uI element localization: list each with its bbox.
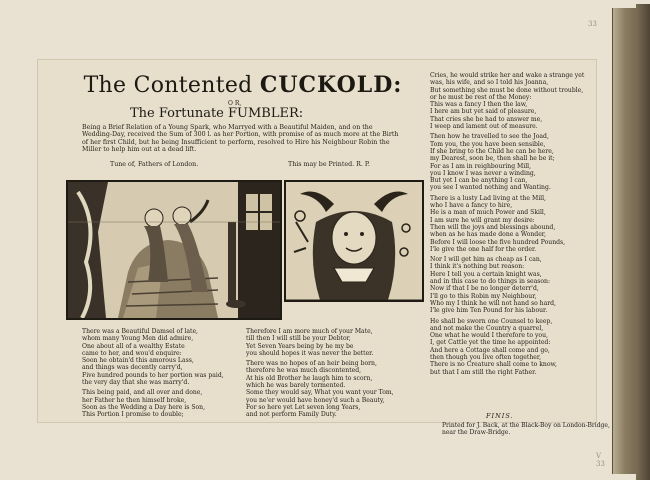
title-pre: The Contented bbox=[83, 73, 260, 98]
verse-line: There was a Beautiful Damsel of late, bbox=[82, 328, 198, 335]
verse-line: Some they would say, What you want your Tom, bbox=[246, 389, 394, 397]
verse-line: But something she must be done without trouble, bbox=[430, 86, 584, 94]
page-number-top: 33 bbox=[588, 20, 597, 28]
verse-line: He is a man of much Power and Skill, bbox=[430, 209, 546, 217]
verse-line: At his old Brother he laugh him to scorn, bbox=[246, 374, 373, 382]
verse-line: I think it's nothing but reason: bbox=[430, 263, 525, 271]
verse-line: I here am but yet said of pleasure, bbox=[430, 108, 537, 116]
verse-line: Therefore I am more much of your Mate, bbox=[246, 328, 373, 335]
verse-line: I'le give him Ten Pound for his labour. bbox=[430, 307, 548, 315]
verse-line: till then I will still be your Debtor, bbox=[246, 335, 351, 343]
or-word: O R, bbox=[228, 100, 242, 107]
verse-line: when as he has made done a Wonder, bbox=[430, 231, 546, 239]
verse-line: And here a Cottage shall come and go, bbox=[430, 346, 550, 354]
verse-line: her Father he then himself broke, bbox=[82, 396, 187, 404]
verse-line: Then how he travelled to see the Joad, bbox=[430, 133, 549, 141]
verse-line: you should hopes it was never the better. bbox=[246, 349, 374, 357]
verse-line: One what he would I therefore to you, bbox=[430, 332, 548, 340]
verse-line: This Portion I promise to double; bbox=[82, 411, 184, 419]
license-line: This may be Printed. R. P. bbox=[288, 161, 370, 168]
verse-line: Who my I think he will not hand so hard, bbox=[430, 299, 556, 307]
woodcut-horned-man bbox=[284, 180, 424, 302]
verse-line: Yet Seven Years being by he my be bbox=[246, 342, 354, 350]
verse-line: Tom you, the you have been sensible, bbox=[430, 140, 546, 148]
verse-line: but that I am still the right Father. bbox=[430, 368, 537, 376]
verse-column-1 bbox=[82, 328, 224, 419]
verse-line: whom many Young Men did admire, bbox=[82, 335, 194, 343]
verse-line: This being paid, and all over and done, bbox=[82, 389, 203, 397]
verse-line: or he must be rest of the Money: bbox=[430, 93, 532, 101]
tune-line: Tune of, Fathers of London. bbox=[110, 161, 199, 168]
broadside-sheet bbox=[38, 60, 610, 437]
broadside-title bbox=[78, 72, 408, 98]
verse-line: Five hundred pounds to her portion was paid, bbox=[82, 371, 224, 379]
title-bold: CUCKOLD: bbox=[259, 72, 403, 98]
verse-line: you ne'er would have honey'd such a Beauty, bbox=[246, 396, 385, 404]
verse-line: my Dearest, soon be, then shall he be it; bbox=[430, 155, 555, 163]
broadside-description: Being a Brief Relation of a Young Spark, who Marryed with a Beautiful Maiden, and on the Wedding-Day, received the Sum of 300 l. as her Portion, with promise of as much more at the Birth of her first Child, but he being Insufficient to perform, resolved to Hire his Neighbour Robin the Miller to help him out at a dead lift. bbox=[82, 124, 399, 154]
verse-line: There is a lusty Lad living at the Mill, bbox=[430, 194, 546, 202]
verse-line: and in this case to do things in season: bbox=[430, 278, 551, 286]
verse-line: Then will the joys and blessings abound, bbox=[430, 223, 556, 231]
verse-line: I am sure he will grant my desire: bbox=[430, 216, 535, 224]
verse-line: If she bring to the Child he can be here, bbox=[430, 147, 554, 155]
verse-line: That cries she he had to answer me, bbox=[430, 115, 543, 123]
verse-line: There is no Creature shall come to know, bbox=[430, 361, 557, 369]
verse-line: One about all of a wealthy Estate bbox=[82, 342, 185, 350]
verse-line: Cries, he would strike her and wake a strange yet bbox=[430, 72, 585, 79]
verse-column-2 bbox=[246, 328, 394, 419]
verse-line: therefore he was much discontented, bbox=[246, 367, 362, 375]
verse-line: was, his wife, and so I told his Joanna, bbox=[430, 79, 549, 87]
verse-column-3 bbox=[430, 72, 584, 376]
verse-line: I weep and lament out of measure. bbox=[430, 123, 538, 131]
verse-line: Soon he obtain'd this amorous Lass, bbox=[82, 357, 194, 365]
verse-line: Before I will loose the five hundred Pounds, bbox=[430, 238, 566, 246]
verse-line: which he was barely tormented. bbox=[246, 382, 346, 390]
verse-line: Soon as the Wedding a Day here is Son, bbox=[82, 403, 206, 411]
verse-line: This was a fancy I then the law, bbox=[430, 101, 528, 109]
verse-line: But yet I can be anything I can, bbox=[430, 177, 528, 185]
verse-line: the very day that she was marry'd. bbox=[82, 379, 190, 387]
verse-line: who I have a fancy to hire, bbox=[430, 202, 513, 210]
verse-line: For as I am in reighbouring Mill, bbox=[430, 162, 532, 170]
finis-mark: FINIS. bbox=[486, 412, 514, 420]
broadside-subtitle: The Fortunate FUMBLER: bbox=[130, 106, 304, 121]
book-spine-edge bbox=[636, 4, 650, 480]
verse-line: you see I wanted nothing and Wanting. bbox=[430, 184, 551, 192]
woodcut-couple bbox=[66, 180, 282, 320]
verse-line: I'll go to this Robin my Neighbour, bbox=[430, 292, 537, 300]
verse-line: and not make the Country a quarrel, bbox=[430, 324, 544, 332]
verse-line: you I know I was never a winding, bbox=[430, 169, 536, 177]
page-number-bottom: V 33 bbox=[596, 452, 605, 468]
verse-line: came to her, and wou'd enquire: bbox=[82, 349, 182, 357]
verse-line: There was no hopes of an heir being born, bbox=[246, 360, 377, 368]
verse-line: He shall be sworn one Counsel to keep, bbox=[430, 317, 553, 325]
verse-line: Here I tell you a certain knight was, bbox=[430, 270, 542, 278]
verse-line: Nor I will get him as cheap as I can, bbox=[430, 256, 542, 264]
verse-line: then though you live often together, bbox=[430, 353, 542, 361]
verse-line: I'le give the one half for the order. bbox=[430, 245, 537, 253]
verse-line: For so here yet Let seven long Years, bbox=[246, 403, 361, 411]
verse-line: and things was decently carry'd, bbox=[82, 364, 183, 372]
verse-line: Now if that I be no longer deterr'd, bbox=[430, 285, 539, 293]
verse-line: I, get Cattle yet the time he appointed: bbox=[430, 339, 551, 347]
printer-imprint: Printed for J. Back, at the Black-Boy on London-Bridge, near the Draw-Bridge. bbox=[442, 422, 610, 437]
verse-line: and not perform Family Duty. bbox=[246, 411, 337, 419]
